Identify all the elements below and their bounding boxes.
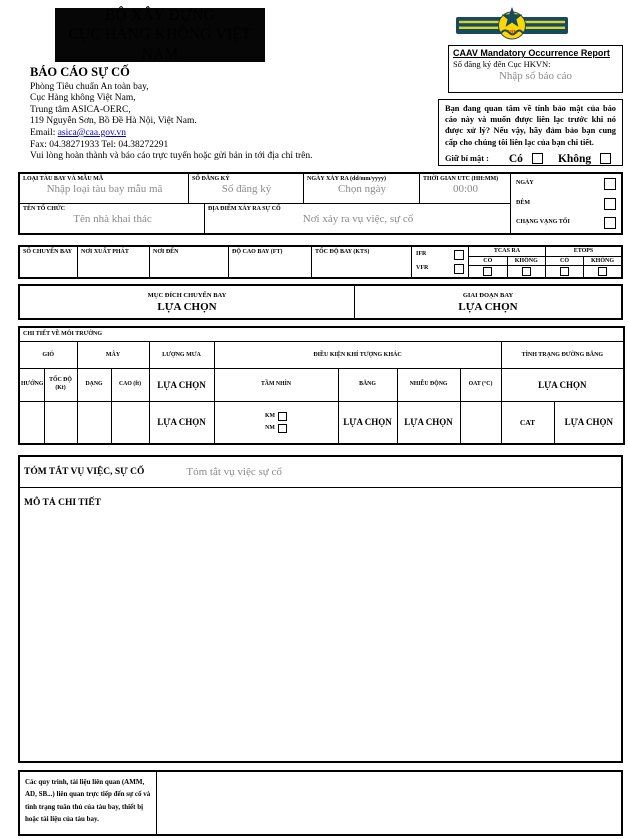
etops-yes-column — [546, 257, 584, 277]
logo-monogram: CHK — [506, 28, 518, 34]
environment-table — [18, 326, 625, 445]
cloud-form-input[interactable] — [77, 401, 111, 444]
aircraft-info-table — [18, 172, 623, 235]
nm-row — [265, 424, 287, 433]
related-documents-input[interactable] — [157, 772, 621, 834]
report-box-title: CAAV Mandatory Occurrence Report — [453, 48, 610, 58]
altitude-field[interactable] — [229, 247, 312, 277]
aircraft-type-field[interactable] — [20, 174, 189, 204]
oat-label: OAT (°C) — [460, 368, 501, 401]
day-row — [516, 178, 616, 190]
keep-confidential-label: Giữ bí mật : — [445, 154, 489, 164]
tcas-label: TCAS RA — [469, 247, 545, 257]
confidential-no-checkbox[interactable] — [600, 153, 611, 164]
ministry-name: BỘ XÂY DỰNG — [104, 6, 216, 24]
email-label: Email: — [30, 127, 58, 138]
night-label: ĐÊM — [516, 199, 530, 206]
report-number-input[interactable]: Nhập số báo cáo — [498, 70, 572, 82]
related-documents-label: Các quy trình, tài liệu liên quan (AMM, AD, SB...) liên quan trực tiếp đến sự cố và tình trạng tuân thủ của tàu bay, thiết bị hoặc tài liệu của tàu bay. — [20, 772, 157, 834]
aircraft-row-1 — [20, 174, 510, 204]
precipitation-select[interactable]: LỰA CHỌN — [149, 368, 214, 401]
vfr-row — [416, 264, 464, 274]
contact-note: Vui lòng hoàn thành và báo cáo trực tuyến hoặc gửi bản in tới địa chỉ trên. — [30, 151, 313, 162]
utc-time-label: THỜI GIAN UTC (HH:MM) — [423, 176, 499, 182]
flight-number-field[interactable] — [20, 247, 78, 277]
wind-speed-input[interactable] — [44, 401, 77, 444]
registration-number-label: Số đăng ký đến Cục HKVN: — [453, 59, 551, 69]
flight-purpose-cell — [20, 286, 355, 318]
ifr-row — [416, 250, 464, 260]
confidential-yes-checkbox[interactable] — [532, 153, 543, 164]
flight-number-label: SỐ CHUYẾN BAY — [23, 249, 73, 255]
etops-label: ETOPS — [546, 247, 621, 257]
km-label: KM — [265, 413, 275, 420]
etops-yes-checkbox[interactable] — [560, 267, 569, 276]
etops-yes-label: CÓ — [546, 257, 583, 266]
tcas-yes-column — [469, 257, 508, 277]
confidential-yes-label: Có — [508, 152, 523, 165]
occurrence-date-label: NGÀY XẢY RA (dd/mm/yyyy) — [307, 176, 387, 182]
location-label: ĐỊA ĐIỂM XẢY RA SỰ CỐ — [208, 206, 281, 212]
nm-checkbox[interactable] — [278, 424, 287, 433]
origin-label: NƠI XUẤT PHÁT — [81, 249, 129, 255]
turbulence-select[interactable]: LỰA CHỌN — [397, 401, 460, 444]
runway-cat-label: CAT — [501, 401, 554, 444]
precipitation-amount-select[interactable]: LỰA CHỌN — [149, 401, 214, 444]
summary-label: TÓM TẮT VỤ VIỆC, SỰ CỐ — [24, 467, 145, 477]
registration-input[interactable]: Số đăng ký — [221, 183, 272, 196]
tcas-no-label: KHÔNG — [508, 257, 546, 266]
detail-description-field[interactable] — [20, 488, 621, 761]
speed-label: TỐC ĐỘ BAY (KTS) — [315, 249, 370, 255]
flight-purpose-label: MỤC ĐÍCH CHUYẾN BAY — [147, 291, 227, 299]
report-number-box — [448, 45, 623, 93]
organisation-label: TÊN TỔ CHỨC — [23, 206, 66, 212]
km-checkbox[interactable] — [278, 412, 287, 421]
caav-logo — [456, 5, 568, 47]
wind-direction-label: HƯỚNG — [19, 368, 44, 401]
summary-detail-box — [18, 455, 623, 763]
contact-line: 119 Nguyễn Sơn, Bồ Đề Hà Nội, Việt Nam. — [30, 116, 197, 127]
day-label: NGÀY — [516, 180, 534, 187]
authority-name: CỤC HÀNG KHÔNG VIỆT NAM — [68, 26, 252, 63]
purpose-phase-table — [18, 284, 623, 320]
detail-label: MÔ TẢ CHI TIẾT — [24, 498, 101, 508]
flight-info-table — [18, 245, 623, 279]
etops-no-column — [584, 257, 621, 277]
runway-group-label: TÌNH TRẠNG ĐƯỜNG BĂNG — [501, 341, 624, 368]
environment-title: CHI TIẾT VỀ MÔI TRƯỜNG — [19, 327, 624, 341]
wind-group-label: GIÓ — [19, 341, 77, 368]
cloud-height-input[interactable] — [111, 401, 149, 444]
confidentiality-box — [438, 99, 623, 166]
tcas-yes-label: CÓ — [469, 257, 507, 266]
etops-no-label: KHÔNG — [584, 257, 621, 266]
occurrence-date-input[interactable]: Chọn ngày — [338, 183, 386, 196]
contact-line: Trung tâm ASICA-OERC, — [30, 104, 131, 115]
confidential-no-label: Không — [557, 152, 592, 165]
registration-label: SỐ ĐĂNG KÝ — [192, 176, 230, 182]
precipitation-group-label: LƯỢNG MƯA — [149, 341, 214, 368]
km-row — [265, 412, 287, 421]
location-field[interactable] — [205, 204, 510, 233]
tcas-group — [469, 247, 546, 277]
contact-fax-tel: Fax: 04.38271933 Tel: 04.38272291 — [30, 139, 169, 150]
twilight-checkbox[interactable] — [604, 217, 616, 229]
etops-group — [546, 247, 621, 277]
wind-speed-label: TỐC ĐỘ (Kt) — [44, 368, 77, 401]
speed-field[interactable] — [312, 247, 412, 277]
destination-field[interactable] — [150, 247, 229, 277]
logo-stripe — [525, 27, 565, 29]
organisation-field[interactable] — [20, 204, 205, 233]
altitude-label: ĐỘ CAO BAY (FT) — [232, 249, 283, 255]
vfr-label: VFR — [416, 265, 429, 272]
visibility-unit-cell — [214, 401, 338, 444]
tcas-no-checkbox[interactable] — [522, 267, 531, 276]
visibility-label: TẦM NHÌN — [214, 368, 338, 401]
aircraft-row-2 — [20, 204, 510, 233]
related-documents-box — [18, 770, 623, 836]
utc-time-field[interactable] — [420, 174, 510, 204]
runway-condition-select[interactable]: LỰA CHỌN — [501, 368, 624, 401]
ministry-header — [55, 8, 265, 62]
aircraft-type-input[interactable]: Nhập loại tàu bay mẫu mã — [46, 183, 163, 196]
ice-select[interactable]: LỰA CHỌN — [338, 401, 397, 444]
email-link[interactable]: asica@caa.gov.vn — [57, 127, 126, 138]
twilight-row — [516, 217, 616, 229]
night-row — [516, 198, 616, 210]
wind-direction-input[interactable] — [19, 401, 44, 444]
contact-line: Cục Hàng không Việt Nam, — [30, 93, 136, 104]
logo-stripe — [525, 21, 565, 23]
summary-input[interactable]: Tóm tắt vụ việc sự cố — [186, 466, 282, 478]
day-checkbox[interactable] — [604, 178, 616, 190]
twilight-label: CHẠNG VẠNG TỐI — [516, 219, 570, 226]
tcas-no-column — [508, 257, 546, 277]
cloud-height-label: CAO (ft) — [111, 368, 149, 401]
nm-label: NM — [265, 425, 275, 432]
contact-block — [30, 67, 313, 163]
ifr-checkbox[interactable] — [454, 250, 464, 260]
logo-stripe — [459, 27, 499, 29]
cloud-form-label: DẠNG — [77, 368, 111, 401]
night-checkbox[interactable] — [604, 198, 616, 210]
tcas-yes-checkbox[interactable] — [483, 267, 492, 276]
other-met-group-label: ĐIỀU KIỆN KHÍ TƯỢNG KHÁC — [214, 341, 501, 368]
flight-phase-cell — [355, 286, 621, 318]
flight-phase-select[interactable]: LỰA CHỌN — [458, 300, 518, 313]
contact-line: Phòng Tiêu chuẩn An toàn bay, — [30, 81, 149, 92]
registration-field[interactable] — [189, 174, 304, 204]
occurrence-date-field[interactable] — [304, 174, 420, 204]
turbulence-label: NHIỄU ĐỘNG — [397, 368, 460, 401]
form-title: BÁO CÁO SỰ CỐ — [30, 65, 130, 79]
contact-email-line — [30, 128, 313, 140]
keep-confidential-row — [445, 153, 616, 165]
destination-label: NƠI ĐẾN — [153, 249, 179, 255]
ifr-label: IFR — [416, 251, 427, 258]
ice-label: BĂNG — [338, 368, 397, 401]
origin-field[interactable] — [78, 247, 150, 277]
vfr-checkbox[interactable] — [454, 264, 464, 274]
runway-cat-select[interactable]: LỰA CHỌN — [554, 401, 624, 444]
flight-purpose-select[interactable]: LỰA CHỌN — [157, 300, 217, 313]
etops-no-checkbox[interactable] — [598, 267, 607, 276]
oat-input[interactable] — [460, 401, 501, 444]
flight-rules-cell — [412, 247, 469, 277]
aircraft-type-label: LOẠI TÀU BAY VÀ MẪU MÃ — [23, 176, 104, 182]
cloud-group-label: MÂY — [77, 341, 149, 368]
flight-phase-label: GIAI ĐOẠN BAY — [462, 291, 514, 299]
logo-stripe — [459, 21, 499, 23]
summary-row — [20, 457, 621, 488]
confidentiality-text: Bạn đang quan tâm về tính bảo mật của báo cáo này và muốn được liên lạc trước khi nó được xử lý? Nếu vậy, hãy đảm bảo bạn cung cấp cho chúng tôi liên lạc của bạn chi tiết. — [445, 104, 616, 147]
organisation-input[interactable]: Tên nhà khai thác — [73, 213, 152, 226]
location-input[interactable]: Nơi xảy ra vụ việc, sự cố — [302, 213, 414, 226]
light-condition-column — [510, 174, 621, 233]
utc-time-input[interactable]: 00:00 — [452, 183, 479, 196]
